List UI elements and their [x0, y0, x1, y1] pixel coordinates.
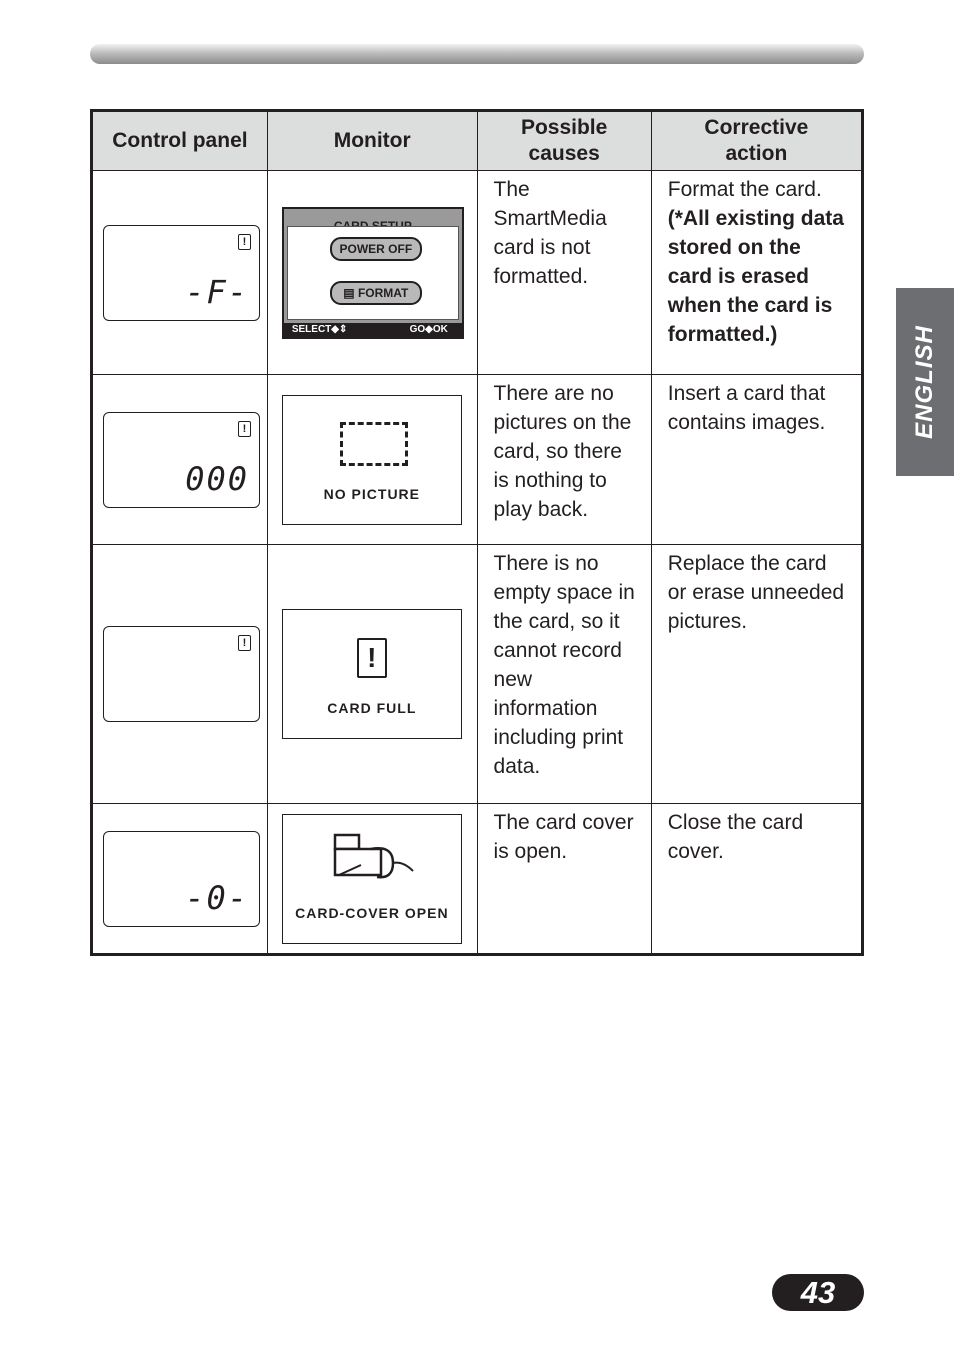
control-panel-cell: [92, 375, 268, 545]
column-header-possible-causes: Possible causes: [477, 111, 651, 171]
monitor-screen-no-picture: [282, 395, 462, 525]
go-hint: GO◆OK: [409, 323, 448, 335]
monitor-message: CARD-COVER OPEN: [295, 904, 449, 921]
select-hint: SELECT◆⇕: [291, 323, 348, 335]
card-cover-icon: [331, 831, 421, 885]
monitor-screen-card-setup: [282, 207, 464, 339]
monitor-cell: [267, 545, 477, 804]
monitor-message: NO PICTURE: [323, 485, 421, 502]
format-option-label: FORMAT: [357, 285, 409, 300]
card-warning-icon: !: [238, 421, 251, 437]
control-panel-cell: [92, 171, 268, 375]
select-hint-label: SELECT: [291, 323, 332, 335]
monitor-cell: [267, 375, 477, 545]
monitor-cell: [267, 171, 477, 375]
corrective-action-cell: Close the card cover.: [651, 804, 862, 955]
go-hint-label: GO: [409, 323, 426, 335]
header-decoration-bar: [90, 44, 864, 64]
troubleshooting-table: [90, 109, 864, 956]
card-warning-icon: !: [238, 635, 251, 651]
column-header-corrective-action: Corrective action: [651, 111, 862, 171]
monitor-screen-card-cover-open: [282, 814, 462, 944]
control-panel-readout: -F-: [185, 272, 249, 311]
monitor-cell: [267, 804, 477, 955]
corrective-action-cell: [651, 171, 862, 375]
control-panel-readout: 000: [185, 459, 249, 498]
monitor-message: CARD FULL: [327, 700, 417, 716]
menu-body: [287, 226, 459, 320]
column-header-control-panel: Control panel: [92, 111, 268, 171]
column-header-monitor: Monitor: [267, 111, 477, 171]
card-warning-icon: !: [238, 234, 251, 250]
dashed-frame-icon: [340, 422, 408, 466]
table-row: [92, 375, 863, 545]
possible-cause-cell: There is no empty space in the card, so it cannot record new information including print data.: [477, 545, 651, 804]
table-row: [92, 171, 863, 375]
table-row: [92, 545, 863, 804]
control-panel-display: [103, 626, 260, 722]
menu-footer: [284, 323, 462, 337]
warning-icon: !: [357, 638, 387, 678]
table-header-row: [92, 111, 863, 171]
possible-cause-cell: There are no pictures on the card, so there is nothing to play back.: [477, 375, 651, 545]
corrective-action-cell: Insert a card that contains images.: [651, 375, 862, 545]
control-panel-cell: [92, 804, 268, 955]
format-option: [330, 281, 422, 305]
format-warning-note: (*All existing data stored on the card is erased when the card is formatted.): [667, 207, 844, 346]
format-icon: ▤: [343, 285, 358, 300]
control-panel-readout: -0-: [185, 878, 249, 917]
corrective-action-text: Format the card.: [667, 178, 822, 201]
possible-cause-cell: The card cover is open.: [477, 804, 651, 955]
control-panel-cell: [92, 545, 268, 804]
control-panel-display: [103, 831, 260, 927]
control-panel-display: [103, 225, 260, 321]
language-tab: [896, 288, 954, 476]
control-panel-display: [103, 412, 260, 508]
table-row: [92, 804, 863, 955]
possible-cause-cell: The SmartMedia card is not formatted.: [477, 171, 651, 375]
page-number: 43: [772, 1274, 864, 1311]
language-tab-label: ENGLISH: [911, 325, 938, 439]
power-off-option: POWER OFF: [330, 237, 422, 261]
corrective-action-cell: Replace the card or erase unneeded pictures.: [651, 545, 862, 804]
monitor-screen-card-full: [282, 609, 462, 739]
